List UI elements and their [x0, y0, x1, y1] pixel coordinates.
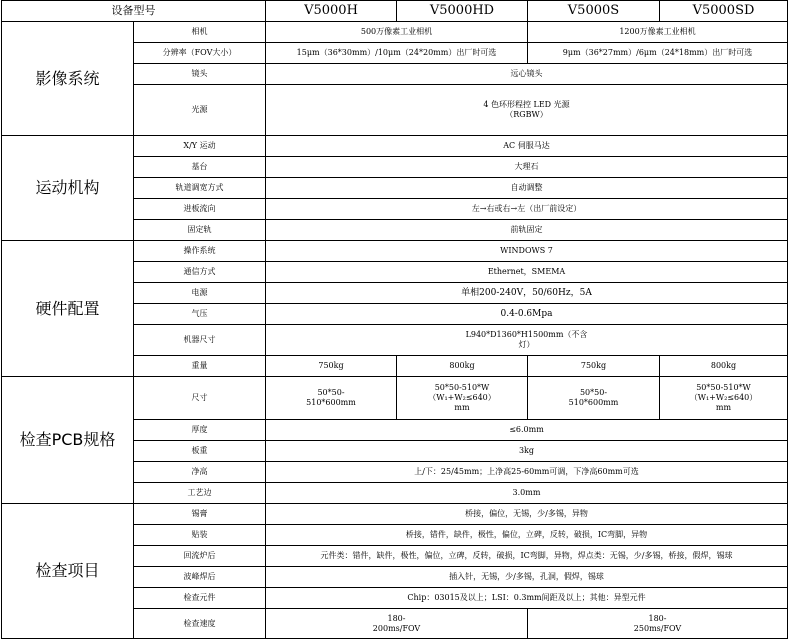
process-edge-label: 工艺边: [134, 483, 266, 504]
comm-label: 通信方式: [134, 262, 266, 283]
flow-value: 左→右或右→左（出厂前设定）: [266, 199, 788, 220]
weight-v5000s: 750kg: [528, 356, 660, 377]
weight-v5000hd: 800kg: [397, 356, 528, 377]
thickness-value: ≤6.0mm: [266, 420, 788, 441]
lens-value: 远心镜头: [266, 64, 788, 85]
camera-s-sd: 1200万像素工业相机: [528, 22, 788, 43]
clearance-value: 上/下：25/45mm；上净高25-60mm可调，下净高60mm可选: [266, 462, 788, 483]
size-v5000hd: 50*50-510*W （W₁+W₂≤640） mm: [397, 377, 528, 420]
model-v5000s: V5000S: [528, 1, 660, 22]
os-value: WINDOWS 7: [266, 241, 788, 262]
group-motion: 运动机构: [2, 136, 134, 241]
xy-value: AC 伺服马达: [266, 136, 788, 157]
fixed-rail-label: 固定轨: [134, 220, 266, 241]
dimensions-label: 机器尺寸: [134, 325, 266, 356]
weight-label: 重量: [134, 356, 266, 377]
model-v5000h: V5000H: [266, 1, 397, 22]
wave-value: 插入针，无锡，少/多锡，孔洞，假焊，锡球: [266, 567, 788, 588]
light-value: 4 色环形程控 LED 光源 （RGBW）: [266, 85, 788, 136]
row-os: [2, 241, 788, 262]
placement-label: 贴装: [134, 525, 266, 546]
xy-label: X/Y 运动: [134, 136, 266, 157]
dimensions-value: L940*D1360*H1500mm（不含 灯）: [266, 325, 788, 356]
camera-label: 相机: [134, 22, 266, 43]
base-value: 大理石: [266, 157, 788, 178]
board-weight-value: 3kg: [266, 441, 788, 462]
component-value: Chip：03015及以上；LSI：0.3mm间距及以上；其他：异型元件: [266, 588, 788, 609]
group-pcb: 检查PCB规格: [2, 377, 134, 504]
fixed-rail-value: 前轨固定: [266, 220, 788, 241]
spec-table: [1, 0, 788, 639]
row-size: [2, 377, 788, 420]
group-hardware: 硬件配置: [2, 241, 134, 377]
process-edge-value: 3.0mm: [266, 483, 788, 504]
row-xy: [2, 136, 788, 157]
model-v5000hd: V5000HD: [397, 1, 528, 22]
group-inspection: 检查项目: [2, 504, 134, 639]
weight-v5000h: 750kg: [266, 356, 397, 377]
wave-label: 波峰焊后: [134, 567, 266, 588]
size-v5000sd: 50*50-510*W （W₁+W₂≤640） mm: [660, 377, 788, 420]
component-label: 检查元件: [134, 588, 266, 609]
speed-h-hd: 180- 200ms/FOV: [266, 609, 528, 639]
flow-label: 进板流向: [134, 199, 266, 220]
light-label: 光源: [134, 85, 266, 136]
power-value: 单相200-240V，50/60Hz，5A: [266, 283, 788, 304]
rail-adjust-value: 自动调整: [266, 178, 788, 199]
paste-value: 桥接，偏位，无锡，少/多锡，异物: [266, 504, 788, 525]
model-header-label: 设备型号: [2, 1, 266, 22]
air-value: 0.4-0.6Mpa: [266, 304, 788, 325]
reflow-value: 元件类：错件，缺件，极性，偏位，立碑，反转，破损，IC弯脚，异物，焊点类：无锡，少/多锡，桥接，假焊，锡球: [266, 546, 788, 567]
placement-value: 桥接，错件，缺件，极性，偏位，立碑，反转，破损，IC弯脚，异物: [266, 525, 788, 546]
camera-h-hd: 500万像素工业相机: [266, 22, 528, 43]
os-label: 操作系统: [134, 241, 266, 262]
comm-value: Ethernet，SMEMA: [266, 262, 788, 283]
resolution-h-hd: 15μm（36*30mm）/10μm（24*20mm）出厂时可选: [266, 43, 528, 64]
power-label: 电源: [134, 283, 266, 304]
weight-v5000sd: 800kg: [660, 356, 788, 377]
resolution-label: 分辨率（FOV大小）: [134, 43, 266, 64]
speed-s-sd: 180- 250ms/FOV: [528, 609, 788, 639]
base-label: 基台: [134, 157, 266, 178]
size-v5000h: 50*50- 510*600mm: [266, 377, 397, 420]
resolution-s-sd: 9μm（36*27mm）/6μm（24*18mm）出厂时可选: [528, 43, 788, 64]
size-v5000s: 50*50- 510*600mm: [528, 377, 660, 420]
group-imaging: 影像系统: [2, 22, 134, 136]
lens-label: 镜头: [134, 64, 266, 85]
paste-label: 锡膏: [134, 504, 266, 525]
air-label: 气压: [134, 304, 266, 325]
reflow-label: 回流炉后: [134, 546, 266, 567]
rail-adjust-label: 轨道调宽方式: [134, 178, 266, 199]
row-paste: [2, 504, 788, 525]
speed-label: 检查速度: [134, 609, 266, 639]
row-camera: [2, 22, 788, 43]
model-v5000sd: V5000SD: [660, 1, 788, 22]
size-label: 尺寸: [134, 377, 266, 420]
header-row: [2, 1, 788, 22]
board-weight-label: 板重: [134, 441, 266, 462]
thickness-label: 厚度: [134, 420, 266, 441]
clearance-label: 净高: [134, 462, 266, 483]
